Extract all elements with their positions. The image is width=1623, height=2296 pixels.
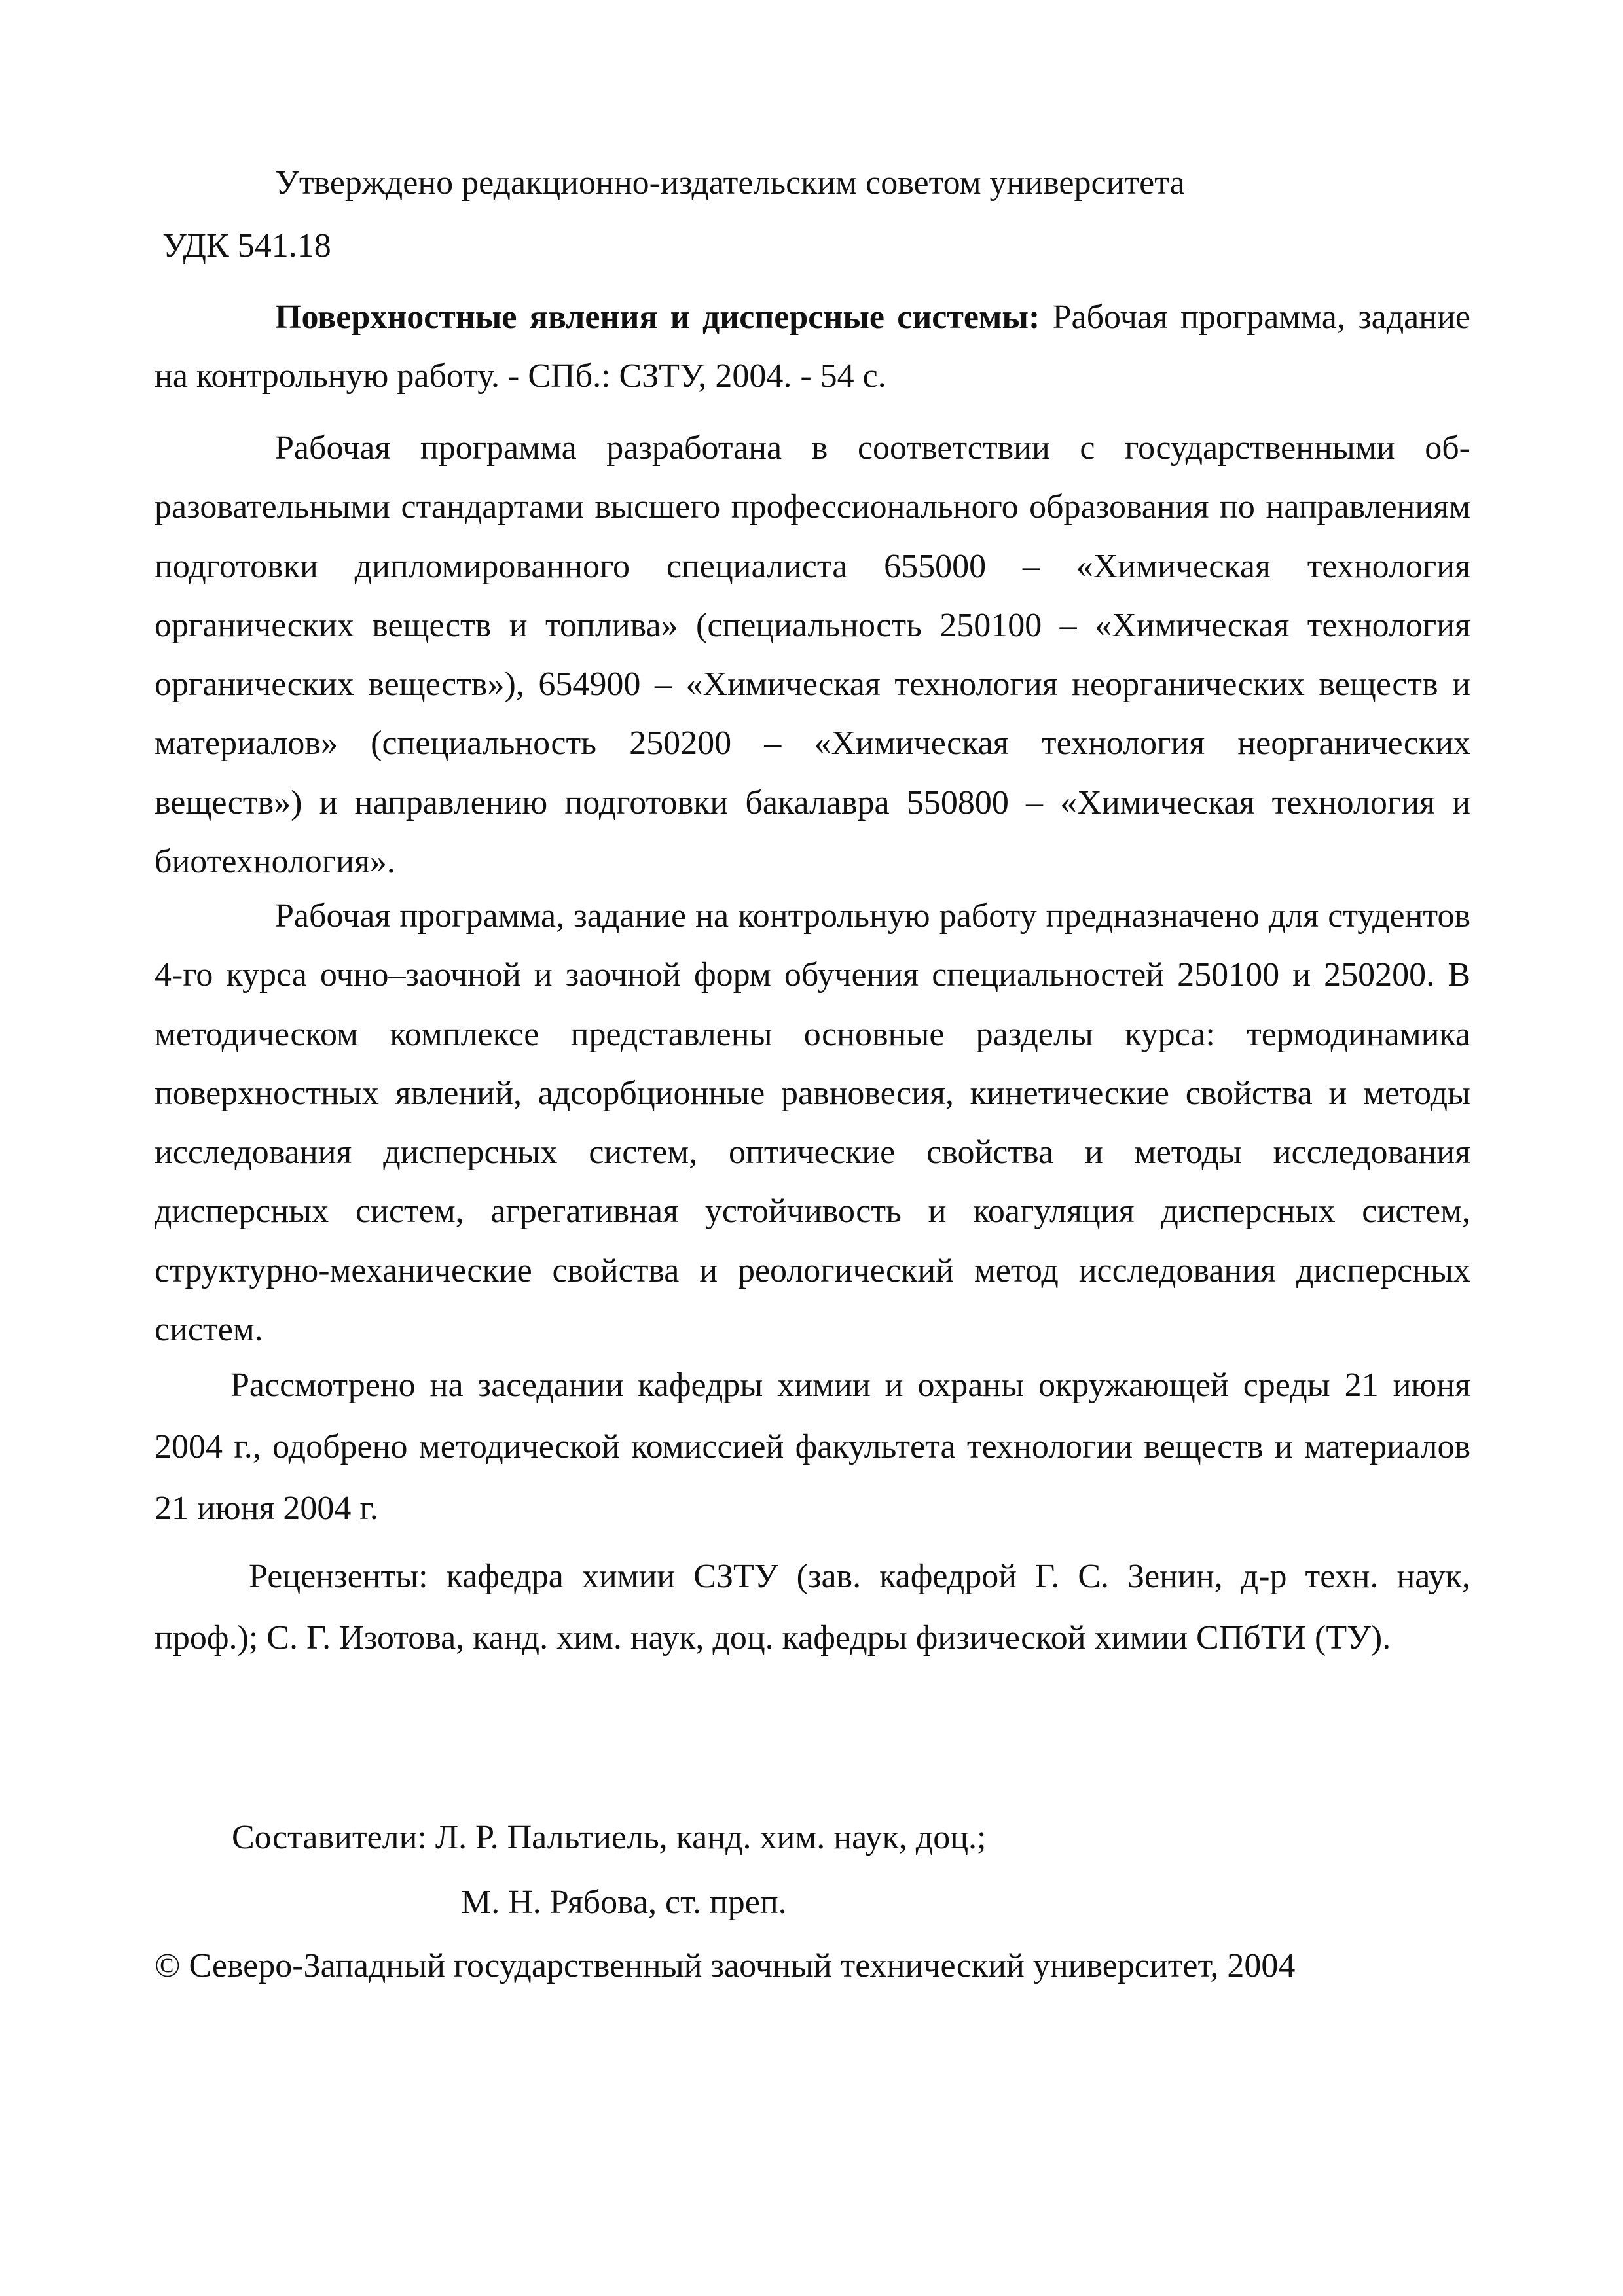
copyright-line: © Северо-Западный государственный заочный технический университет, 2004 <box>155 1947 1296 1984</box>
citation-paragraph <box>155 288 1470 406</box>
citation-details: Рабочая программа, задание на контрольную работу. - СПб.: СЗТУ, 2004. - 54 с. <box>155 298 1470 395</box>
udk-code: УДК 541.18 <box>162 227 331 264</box>
purpose-paragraph: Рабочая программа, задание на контрольную работу предназначено для студентов 4-го курса очно–заочной и заочной форм обучения специальностей 250100 и 250200. В методическом комплексе представлены основные разделы курса: термодинамика поверхностных явлений, адсорбционные равновесия, кинетические свойства и методы исследования дисперсных систем, оптические свойства и методы исследования дисперсных систем, агрегативная устойчивость и коагуляция дисперсных систем, структурно-механические свойства и реологический метод исследования дисперсных систем. <box>155 897 1470 1349</box>
reviewed-paragraph: Рассмотрено на заседании кафедры химии и охраны окружающей среды 21 июня 2004 г., одобрено методической комиссией факультета технологии веществ и материалов 21 июня 2004 г. <box>155 1367 1470 1527</box>
citation-title: Поверхностные явления и дисперсные системы: <box>275 298 1040 336</box>
program-description-paragraph: Рабочая программа разработана в соответствии с государственными образовательными стандартами высшего профессионального образования по направлениям подготовки дипломированного специалиста 655000 – «Химическая технология органических веществ и топлива» (специальность 250100 – «Химическая технология органических веществ»), 654900 – «Химическая технология неорганических веществ и материалов» (специальность 250200 – «Химическая технология неорганических веществ») и направлению подготовки бакалавра 550800 – «Химическая технология и биотехнология». <box>155 429 1470 881</box>
compilers-line: Составители: Л. Р. Пальтиель, канд. хим. наук, доц.; <box>232 1819 987 1856</box>
compilers-second-line: М. Н. Рябова, ст. преп. <box>461 1884 787 1921</box>
reviewers-paragraph: Рецензенты: кафедра химии СЗТУ (зав. кафедрой Г. С. Зенин, д-р техн. наук, проф.); С. Г. Изотова, канд. хим. наук, доц. кафедры физической химии СПбТИ (ТУ). <box>155 1558 1470 1657</box>
approval-line: Утверждено редакционно-издательским советом университета <box>275 164 1185 202</box>
